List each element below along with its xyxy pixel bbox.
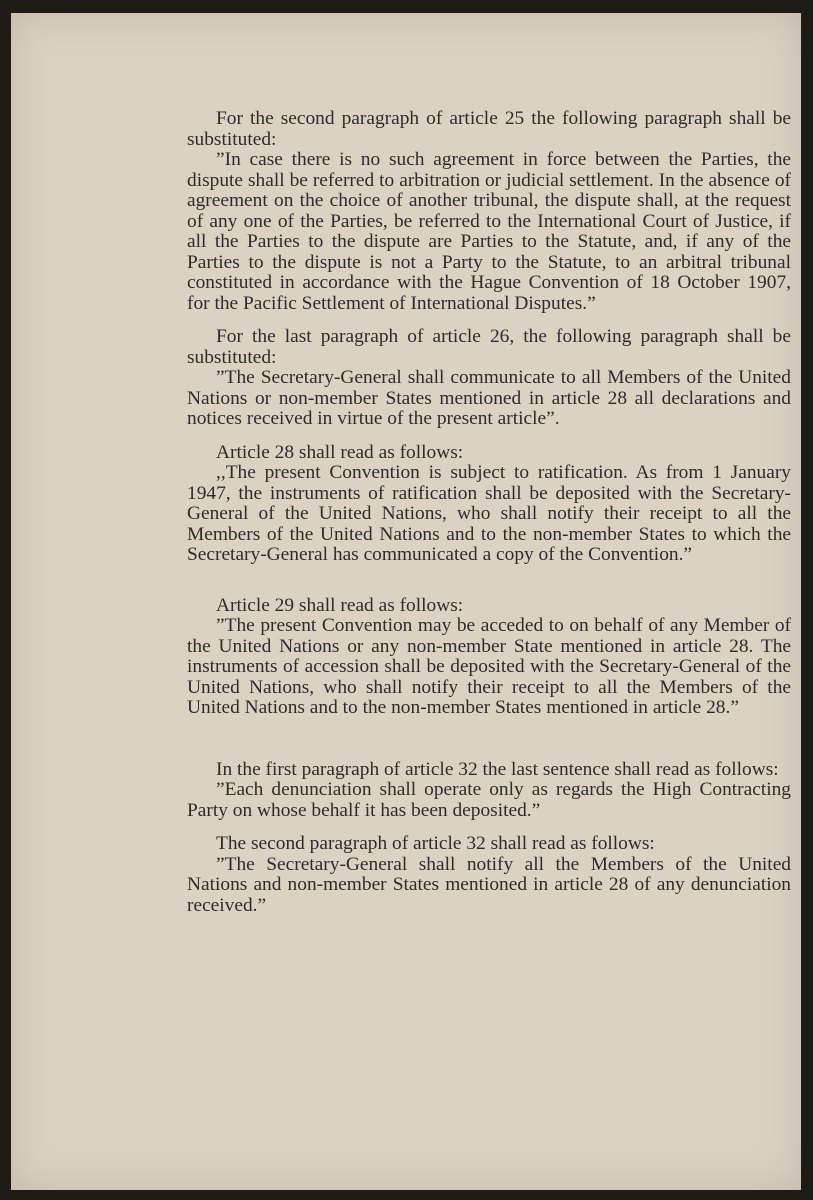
paragraph-6: ,,The present Convention is subject to ratification. As from 1 January 1947, the instruments of ratification shall be deposited with the Secretary-General of the United Nations, who shall notify their receipt to all the Members of the United Nations and to the non-member States to which the Secretary-General has communicated a copy of the Convention.” — [187, 462, 791, 565]
paragraph-12: ”The Secretary-General shall notify all the Members of the United Nations and non-member States mentioned in article 28 of any denunciation received.” — [187, 853, 791, 916]
paragraph-8: ”The present Convention may be acceded to on behalf of any Member of the United Nations or any non-member State mentioned in article 28. The instruments of accession shall be deposited with the Secretary-General of the United Nations, who shall notify their receipt to all the Members of the United Nations and to the non-member States mentioned in article 28.” — [187, 615, 791, 718]
paragraph-7: Article 29 shall read as follows: — [216, 594, 464, 616]
paragraph-1: For the second paragraph of article 25 the following paragraph shall be substituted: — [187, 108, 791, 150]
paragraph-4: ”The Secretary-General shall communicate to all Members of the United Nations or non-member States mentioned in article 28 all declarations and notices received in virtue of the present article”. — [187, 367, 791, 429]
paragraph-2: ”In case there is no such agreement in force between the Parties, the dispute shall be referred to arbitration or judicial settlement. In the absence of agreement on the choice of another tribunal, the dispute shall, at the request of any one of the Parties, be referred to the International Court of Justice, if all the Parties to the dispute are Parties to the Statute, and, if any of the Parties to the dispute is not a Party to the Statute, to an arbitral tribunal constituted in accordance with the Hague Convention of 18 October 1907, for the Pacific Settlement of International Disputes.” — [187, 149, 791, 314]
paragraph-3: For the last paragraph of article 26, the following paragraph shall be substituted: — [187, 326, 791, 368]
document-page — [11, 13, 801, 1190]
paragraph-5: Article 28 shall read as follows: — [216, 441, 464, 463]
paragraph-11: The second paragraph of article 32 shall read as follows: — [216, 833, 655, 854]
paragraph-10: ”Each denunciation shall operate only as regards the High Contracting Party on whose behalf it has been deposited.” — [187, 779, 791, 821]
paragraph-9: In the first paragraph of article 32 the last sentence shall read as follows: — [216, 758, 779, 780]
document-body — [187, 109, 791, 916]
